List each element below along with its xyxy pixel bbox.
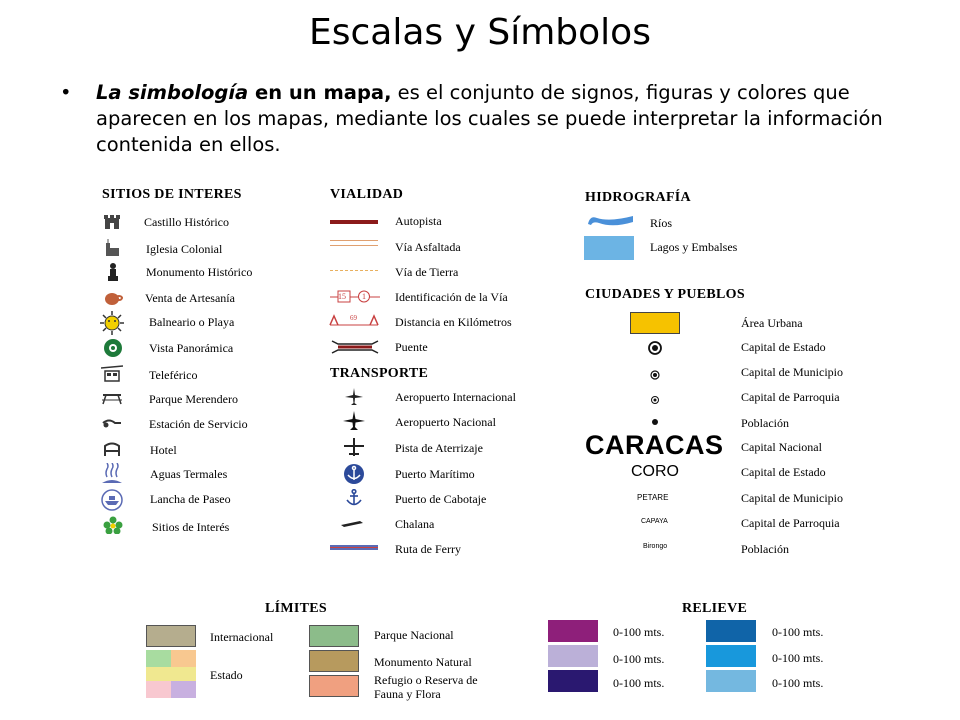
vialidad-label: Puente	[395, 340, 428, 354]
sitio-label: Sitios de Interés	[152, 520, 230, 534]
river-icon	[585, 212, 635, 230]
road-number: 15	[338, 292, 346, 301]
monument-icon	[101, 263, 125, 281]
airplane-national-icon	[342, 412, 366, 430]
transporte-label: Puerto Marítimo	[395, 467, 475, 481]
sitio-label: Castillo Histórico	[144, 215, 229, 229]
sitio-label: Aguas Termales	[150, 467, 228, 481]
beach-sun-icon	[97, 311, 127, 335]
natural-monument-swatch	[309, 650, 359, 672]
sitio-label: Iglesia Colonial	[146, 242, 223, 256]
urban-area-swatch	[630, 312, 680, 334]
town-dot-icon	[652, 419, 658, 425]
sample-state-capital: CORO	[631, 463, 679, 480]
km-number: 69	[350, 314, 357, 322]
ciudades-heading: CIUDADES Y PUEBLOS	[585, 287, 745, 302]
transporte-label: Puerto de Cabotaje	[395, 492, 487, 506]
limites-label: Monumento Natural	[374, 655, 472, 669]
relieve-label: 0-100 mts.	[772, 625, 824, 639]
international-boundary-swatch	[146, 625, 196, 647]
hot-springs-icon	[99, 463, 125, 485]
ciudades-label: Área Urbana	[741, 316, 803, 330]
ferry-boat-icon	[340, 515, 364, 533]
limites-label: Internacional	[210, 630, 274, 644]
limites-label: Refugio o Reserva de	[374, 673, 478, 687]
bridge-icon	[330, 340, 380, 354]
vialidad-label: Distancia en Kilómetros	[395, 315, 512, 329]
vialidad-label: Vía de Tierra	[395, 265, 459, 279]
sitio-label: Estación de Servicio	[149, 417, 248, 431]
sitio-label: Teleférico	[149, 368, 198, 382]
ciudades-label: Capital de Parroquia	[741, 516, 840, 530]
ciudades-label: Capital Nacional	[741, 440, 822, 454]
church-icon	[100, 239, 124, 257]
sample-parish-capital: CAPAYA	[641, 518, 668, 525]
ciudades-label: Población	[741, 416, 789, 430]
hidrografia-heading: HIDROGRAFÍA	[585, 190, 691, 205]
paved-road-line	[330, 240, 378, 246]
relief-swatch-3	[548, 670, 598, 692]
transporte-label: Chalana	[395, 517, 435, 531]
relieve-label: 0-100 mts.	[613, 676, 665, 690]
dirt-road-line	[330, 270, 378, 271]
intro-paragraph	[60, 80, 910, 158]
transporte-label: Aeropuerto Internacional	[395, 390, 516, 404]
anchor-icon	[342, 489, 366, 507]
intro-emphasis: La simbología	[96, 81, 249, 104]
ciudades-label: Capital de Estado	[741, 340, 826, 354]
relieve-heading: RELIEVE	[682, 601, 748, 616]
road-number: 1	[362, 292, 366, 301]
ciudades-label: Capital de Estado	[741, 465, 826, 479]
intro-bold: en un mapa,	[248, 81, 392, 104]
parish-capital-icon	[650, 392, 660, 402]
sample-national-capital: CARACAS	[585, 430, 724, 460]
wildlife-refuge-swatch	[309, 675, 359, 697]
sitio-label: Vista Panorámica	[149, 341, 234, 355]
ciudades-label: Capital de Municipio	[741, 491, 843, 505]
lake-swatch	[584, 236, 634, 260]
seaport-icon	[342, 463, 366, 485]
vialidad-label: Identificación de la Vía	[395, 290, 508, 304]
panorama-icon	[99, 337, 127, 359]
relieve-label: 0-100 mts.	[613, 652, 665, 666]
transporte-label: Pista de Aterrizaje	[395, 441, 483, 455]
highway-line	[330, 220, 378, 224]
sitio-label: Balneario o Playa	[149, 315, 235, 329]
ciudades-label: Capital de Parroquia	[741, 390, 840, 404]
relief-swatch-4	[706, 620, 756, 642]
sitio-label: Parque Merendero	[149, 392, 238, 406]
relieve-label: 0-100 mts.	[772, 651, 824, 665]
sample-town: Birongo	[643, 543, 668, 550]
hidrografia-label: Lagos y Embalses	[650, 240, 738, 254]
state-boundary-swatch	[146, 650, 196, 698]
boat-tour-icon	[100, 489, 124, 511]
airplane-intl-icon	[342, 388, 366, 406]
sample-municipal-capital: PETARE	[637, 493, 669, 502]
state-capital-icon	[648, 341, 662, 355]
cable-car-icon	[100, 365, 124, 383]
hidrografia-label: Ríos	[650, 216, 673, 230]
point-of-interest-icon	[101, 516, 125, 534]
limites-label: Estado	[210, 668, 243, 682]
sitio-label: Monumento Histórico	[146, 265, 253, 279]
ferry-route-line	[330, 545, 378, 550]
crafts-icon	[101, 289, 125, 307]
vialidad-label: Vía Asfaltada	[395, 240, 461, 254]
ciudades-label: Población	[741, 542, 789, 556]
vialidad-heading: VIALIDAD	[330, 187, 404, 202]
relief-swatch-5	[706, 645, 756, 667]
transporte-heading: TRANSPORTE	[330, 366, 429, 381]
sitio-label: Venta de Artesanía	[145, 291, 235, 305]
transporte-label: Ruta de Ferry	[395, 542, 461, 556]
airstrip-icon	[342, 438, 366, 456]
castle-icon	[100, 213, 124, 231]
limites-heading: LÍMITES	[265, 601, 328, 616]
sitio-label: Lancha de Paseo	[150, 492, 231, 506]
limites-label: Parque Nacional	[374, 628, 454, 642]
limites-label: Fauna y Flora	[374, 687, 441, 701]
transporte-label: Aeropuerto Nacional	[395, 415, 496, 429]
relieve-label: 0-100 mts.	[613, 625, 665, 639]
relief-swatch-2	[548, 645, 598, 667]
relief-swatch-6	[706, 670, 756, 692]
picnic-icon	[100, 389, 124, 407]
bullet-icon: •	[60, 81, 72, 104]
hotel-icon	[100, 440, 124, 458]
ciudades-label: Capital de Municipio	[741, 365, 843, 379]
sitios-heading: SITIOS DE INTERES	[102, 187, 242, 202]
national-park-swatch	[309, 625, 359, 647]
relief-swatch-1	[548, 620, 598, 642]
sitio-label: Hotel	[150, 443, 177, 457]
relieve-label: 0-100 mts.	[772, 676, 824, 690]
gas-station-icon	[100, 414, 124, 432]
vialidad-label: Autopista	[395, 214, 442, 228]
intro-body: es el conjunto de signos, figuras y colores que aparecen en los mapas, mediante los cuales se puede interpretar la información contenida en ellos.	[96, 81, 883, 156]
page-title: Escalas y Símbolos	[309, 12, 651, 53]
municipal-capital-icon	[650, 367, 660, 377]
